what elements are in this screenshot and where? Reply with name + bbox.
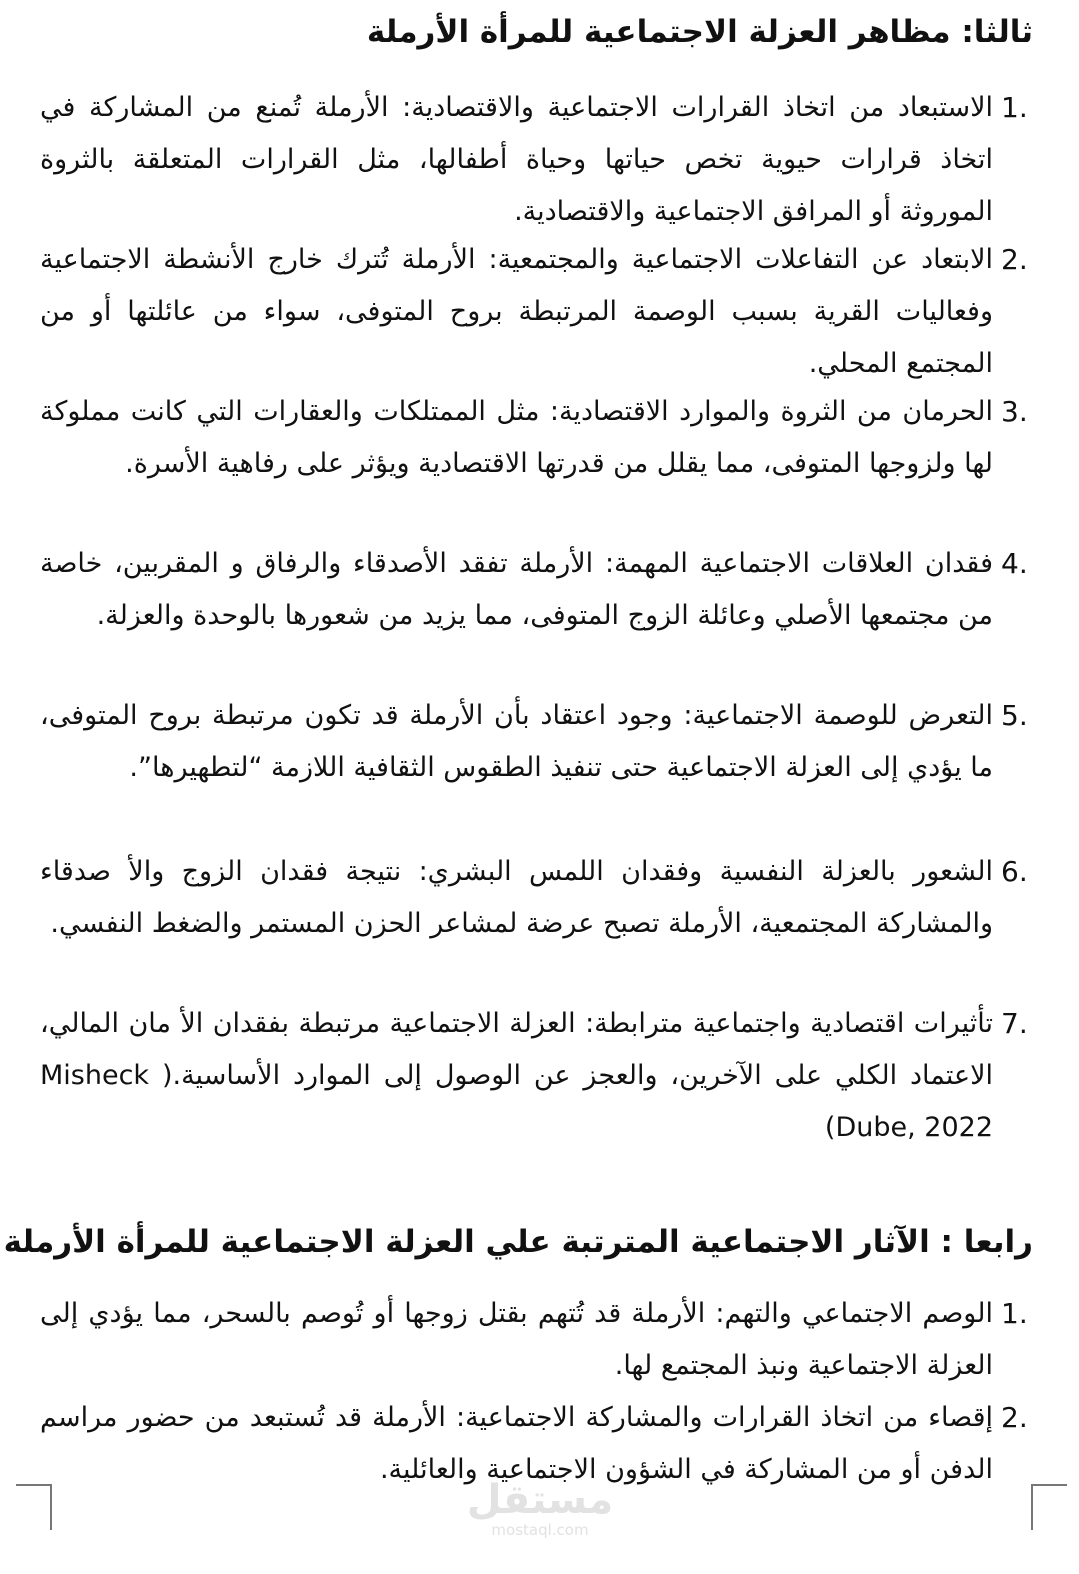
item-text: تأثيرات اقتصادية واجتماعية مترابطة: العزلة الاجتماعية مرتبطة بفقدان الأ مان المالي، الاعتماد الكلي على الآخرين، والعجز عن الوصول إلى الموارد الأساسية.( Misheck Dube, 2022) — [40, 1008, 993, 1143]
crop-mark-left — [16, 1484, 52, 1530]
item-number: 5. — [1001, 699, 1028, 732]
section-3-item-3 — [40, 386, 1028, 490]
item-text: الابتعاد عن التفاعلات الاجتماعية والمجتمعية: الأرملة تُترك خارج الأنشطة الاجتماعية وفعاليات القرية بسبب الوصمة المرتبطة بروح المتوفى، سواء من عائلتها أو من المجتمع المحلي. — [40, 244, 993, 379]
item-text: الحرمان من الثروة والموارد الاقتصادية: مثل الممتلكات والعقارات التي كانت مملوكة لها ولزوجها المتوفى، مما يقلل من قدرتها الاقتصادية ويؤثر على رفاهية الأسرة. — [40, 396, 993, 479]
watermark-domain: mostaql.com — [491, 1521, 589, 1539]
item-number: 7. — [1001, 1007, 1028, 1040]
item-text: الشعور بالعزلة النفسية وفقدان اللمس البشري: نتيجة فقدان الزوج والأ صدقاء والمشاركة المجتمعية، الأرملة تصبح عرضة لمشاعر الحزن المستمر والضغط النفسي. — [40, 856, 993, 939]
section-3-item-4 — [40, 538, 1028, 642]
item-text: الاستبعاد من اتخاذ القرارات الاجتماعية والاقتصادية: الأرملة تُمنع من المشاركة في اتخاذ قرارات حيوية تخص حياتها وحياة أطفالها، مثل القرارات المتعلقة بالثروة الموروثة أو المرافق الاجتماعية والاقتصادية. — [40, 92, 993, 227]
item-number: 1. — [1001, 91, 1028, 124]
crop-mark-right — [1031, 1484, 1067, 1530]
item-text: التعرض للوصمة الاجتماعية: وجود اعتقاد بأن الأرملة قد تكون مرتبطة بروح المتوفى، ما يؤدي إلى العزلة الاجتماعية حتى تنفيذ الطقوس الثقافية اللازمة “لتطهيرها”. — [40, 700, 993, 783]
item-number: 3. — [1001, 395, 1028, 428]
section-3-heading: ثالثا: مظاهر العزلة الاجتماعية للمرأة الأرملة — [366, 14, 1033, 50]
item-number: 6. — [1001, 855, 1028, 888]
item-number: 1. — [1001, 1297, 1028, 1330]
item-text: الوصم الاجتماعي والتهم: الأرملة قد تُتهم بقتل زوجها أو تُوصم بالسحر، مما يؤدي إلى العزلة الاجتماعية ونبذ المجتمع لها. — [40, 1298, 993, 1381]
section-3-item-2 — [40, 234, 1028, 390]
item-number: 2. — [1001, 243, 1028, 276]
item-text: إقصاء من اتخاذ القرارات والمشاركة الاجتماعية: الأرملة قد تُستبعد من حضور مراسم الدفن أو من المشاركة في الشؤون الاجتماعية والعائلية. — [40, 1402, 993, 1485]
section-3-item-5 — [40, 690, 1028, 794]
section-4-item-1 — [40, 1288, 1028, 1392]
section-3-item-6 — [40, 846, 1028, 950]
section-3-item-1 — [40, 82, 1028, 238]
section-3-item-7 — [40, 998, 1028, 1154]
section-4-heading: رابعا : الآثار الاجتماعية المترتبة علي العزلة الاجتماعية للمرأة الأرملة — [3, 1224, 1033, 1260]
watermark-brand: مستقل — [466, 1477, 614, 1523]
item-number: 4. — [1001, 547, 1028, 580]
item-text: فقدان العلاقات الاجتماعية المهمة: الأرملة تفقد الأصدقاء والرفاق و المقربين، خاصة من مجتمعها الأصلي وعائلة الزوج المتوفى، مما يزيد من شعورها بالوحدة والعزلة. — [40, 548, 993, 631]
mostaql-watermark — [466, 1478, 614, 1538]
item-number: 2. — [1001, 1401, 1028, 1434]
